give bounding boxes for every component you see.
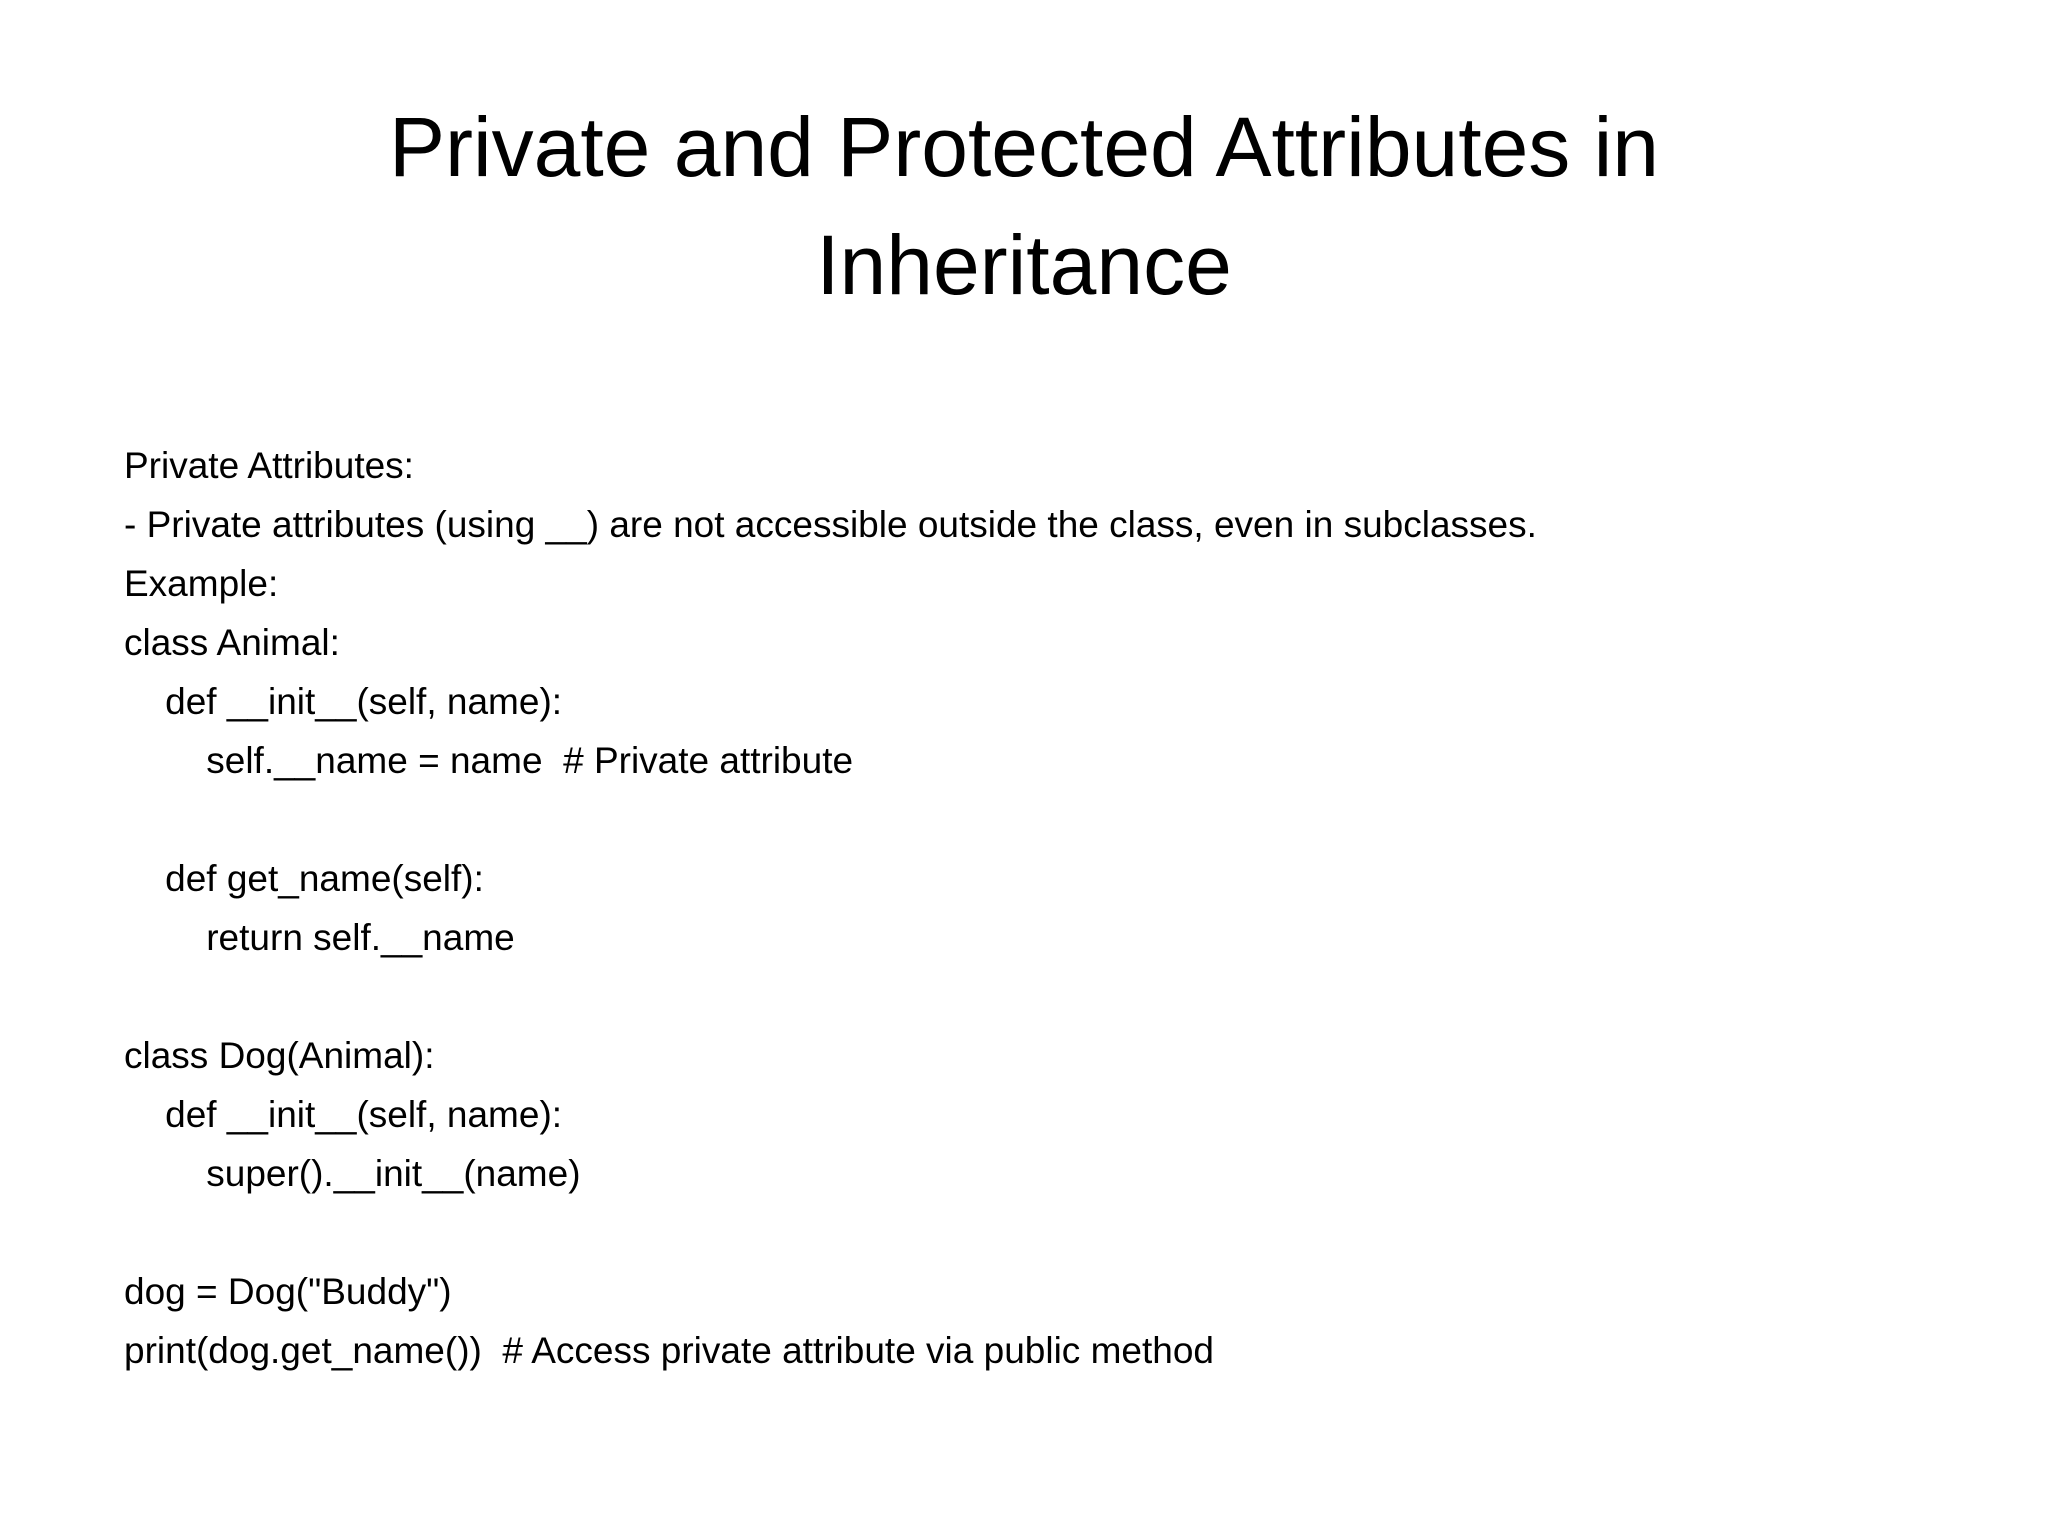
body-line: Private Attributes: bbox=[124, 445, 414, 486]
blank-line bbox=[124, 790, 1924, 849]
body-line: - Private attributes (using __) are not accessible outside the class, even in subclasses. bbox=[124, 504, 1537, 545]
code-line: class Dog(Animal): bbox=[124, 1035, 435, 1076]
code-line: class Animal: bbox=[124, 622, 340, 663]
code-line: super().__init__(name) bbox=[124, 1153, 581, 1194]
code-line: def get_name(self): bbox=[124, 858, 484, 899]
code-line: self.__name = name # Private attribute bbox=[124, 740, 854, 781]
code-line: dog = Dog("Buddy") bbox=[124, 1271, 452, 1312]
blank-line bbox=[124, 1203, 1924, 1262]
body-line: Example: bbox=[124, 563, 279, 604]
code-line: print(dog.get_name()) # Access private attribute via public method bbox=[124, 1330, 1215, 1371]
blank-line bbox=[124, 967, 1924, 1026]
code-line: return self.__name bbox=[124, 917, 515, 958]
slide-title: Private and Protected Attributes in Inheritance bbox=[388, 100, 1660, 312]
slide-body bbox=[124, 436, 1924, 1380]
code-line: def __init__(self, name): bbox=[124, 1094, 563, 1135]
code-line: def __init__(self, name): bbox=[124, 681, 563, 722]
